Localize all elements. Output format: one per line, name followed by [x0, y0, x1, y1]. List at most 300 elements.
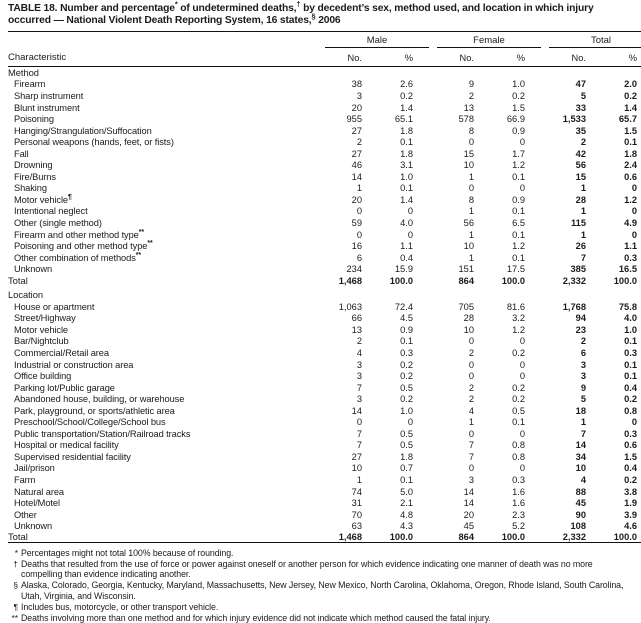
group-header-spacer — [8, 35, 321, 49]
cell-male-no: 59 — [351, 217, 362, 228]
cell-male-no: 16 — [351, 241, 362, 252]
cell-male-no: 0 — [356, 417, 362, 428]
row-label: Poisoning and other method type** — [14, 239, 153, 252]
group-header-male — [321, 35, 433, 49]
table-row[interactable] — [8, 462, 641, 474]
cell-total-pct: 1.5 — [624, 451, 637, 462]
table-row[interactable] — [8, 300, 641, 312]
footnote — [8, 548, 633, 559]
group-header-total-label: Total — [549, 35, 641, 48]
total-male-pct: 100.0 — [389, 532, 413, 543]
cell-total-pct: 1.4 — [624, 102, 637, 113]
footnote-marker: ** — [11, 612, 18, 623]
cell-male-pct: 1.4 — [400, 194, 413, 205]
cell-male-pct: 0.2 — [400, 359, 413, 370]
row-label: Unknown — [14, 264, 53, 275]
cell-total-no: 108 — [570, 521, 586, 532]
row-label: Public transportation/Station/Railroad tracks — [14, 428, 191, 439]
cell-total-no: 5 — [580, 90, 586, 101]
cell-male-no: 14 — [351, 171, 362, 182]
table-row[interactable] — [8, 251, 641, 263]
group-header-total — [545, 35, 641, 49]
cell-female-pct: 0.8 — [512, 440, 525, 451]
cell-total-pct: 1.9 — [624, 498, 637, 509]
cell-total-no: 42 — [575, 148, 586, 159]
cell-total-no: 9 — [580, 382, 586, 393]
data-table — [8, 31, 641, 545]
cell-female-pct: 0.1 — [512, 252, 525, 263]
cell-female-no: 0 — [468, 463, 474, 474]
cell-total-pct: 4.9 — [624, 217, 637, 228]
cell-female-no: 1 — [468, 171, 474, 182]
cell-total-no: 1 — [580, 206, 586, 217]
cell-female-pct: 0.9 — [512, 194, 525, 205]
title-text-b: of undetermined deaths, — [177, 3, 297, 14]
row-label: Blunt instrument — [14, 102, 80, 113]
cell-total-no: 94 — [575, 313, 586, 324]
total-female-pct: 100.0 — [501, 275, 525, 286]
cell-female-no: 1 — [468, 417, 474, 428]
cell-male-no: 27 — [351, 451, 362, 462]
cell-female-no: 9 — [468, 79, 474, 90]
row-label: Firearm — [14, 79, 46, 90]
footnote-text: Alaska, Colorado, Georgia, Kentucky, Maryland, Massachusetts, New Jersey, New Mexico, North Carolina, Oklahoma, Oregon, Rhode Island, South Carolina, Utah, Virginia, and Wisconsin. — [21, 580, 624, 601]
column-header-male-no: No. — [347, 52, 362, 63]
cell-total-no: 1 — [580, 183, 586, 194]
table-row[interactable] — [8, 346, 641, 358]
cell-female-no: 56 — [463, 217, 474, 228]
cell-female-no: 28 — [463, 313, 474, 324]
cell-total-pct: 0 — [631, 183, 637, 194]
row-label: Unknown — [14, 521, 53, 532]
table-row[interactable] — [8, 113, 641, 125]
cell-total-no: 1,768 — [562, 301, 586, 312]
cell-male-no: 70 — [351, 509, 362, 520]
table-body — [8, 66, 641, 542]
row-label: Other (single method) — [14, 217, 102, 228]
table-row[interactable] — [8, 335, 641, 347]
cell-total-no: 28 — [575, 194, 586, 205]
cell-female-no: 4 — [468, 405, 474, 416]
cell-total-no: 34 — [575, 451, 586, 462]
cell-male-no: 46 — [351, 160, 362, 171]
cell-male-no: 20 — [351, 102, 362, 113]
cell-female-pct: 0.1 — [512, 171, 525, 182]
table-row[interactable] — [8, 170, 641, 182]
footnote-marker-section: § — [311, 11, 316, 21]
row-footnote-marker: ** — [135, 251, 141, 259]
cell-male-no: 0 — [356, 229, 362, 240]
column-header-total-pct: % — [628, 52, 637, 63]
row-label: Fall — [14, 148, 29, 159]
cell-female-pct: 0 — [519, 359, 525, 370]
cell-total-no: 88 — [575, 486, 586, 497]
row-label: Fire/Burns — [14, 171, 56, 182]
cell-total-pct: 0.4 — [624, 463, 637, 474]
cell-total-no: 2 — [580, 336, 586, 347]
cell-total-no: 4 — [580, 475, 586, 485]
cell-female-no: 14 — [463, 498, 474, 509]
cell-female-pct: 81.6 — [506, 301, 525, 312]
row-label: Street/Highway — [14, 313, 76, 324]
section-total-row — [8, 274, 641, 286]
table-row[interactable] — [8, 78, 641, 90]
cell-female-pct: 0.2 — [512, 347, 525, 358]
cell-total-pct: 3.9 — [624, 509, 637, 520]
row-label: Industrial or construction area — [14, 359, 134, 370]
cell-total-pct: 1.0 — [624, 324, 637, 335]
footnote-marker-dagger: † — [296, 0, 301, 9]
cell-male-pct: 0 — [407, 206, 413, 217]
cell-male-pct: 0.2 — [400, 394, 413, 405]
title-text-d: occurred — National Violent Death Reporting System, 16 states, — [8, 15, 312, 27]
total-label: Total — [8, 274, 28, 286]
cell-male-no: 20 — [351, 194, 362, 205]
cell-male-pct: 2.6 — [400, 79, 413, 90]
footnote-marker: § — [13, 580, 18, 591]
cell-total-no: 45 — [575, 498, 586, 509]
footnote-text: Percentages might not total 100% because of rounding. — [21, 547, 234, 558]
row-label: Natural area — [14, 486, 64, 497]
table-row[interactable] — [8, 216, 641, 228]
cell-female-pct: 0.9 — [512, 125, 525, 136]
cell-male-no: 1 — [356, 475, 362, 485]
cell-female-no: 15 — [463, 148, 474, 159]
table-row[interactable] — [8, 358, 641, 370]
cell-female-no: 8 — [468, 194, 474, 205]
total-label: Total — [8, 531, 28, 543]
cell-male-no: 63 — [351, 521, 362, 532]
table-row[interactable] — [8, 205, 641, 217]
footnote-marker-star: * — [174, 0, 178, 9]
cell-male-no: 66 — [351, 313, 362, 324]
total-total-pct: 100.0 — [613, 532, 637, 543]
row-label: Jail/prison — [14, 463, 55, 474]
column-header-row — [8, 49, 641, 64]
cell-total-pct: 0.2 — [624, 90, 637, 101]
cell-female-pct: 0.5 — [512, 405, 525, 416]
cell-total-pct: 0.1 — [624, 371, 637, 382]
cell-female-pct: 0 — [519, 463, 525, 474]
total-male-no: 1,468 — [338, 532, 362, 543]
cell-female-no: 1 — [468, 206, 474, 217]
cell-male-pct: 15.9 — [394, 264, 413, 275]
cell-total-no: 10 — [575, 463, 586, 474]
cell-female-no: 705 — [458, 301, 474, 312]
cell-total-pct: 1.2 — [624, 194, 637, 205]
total-male-pct: 100.0 — [389, 275, 413, 286]
cell-female-pct: 0.2 — [512, 382, 525, 393]
cell-total-no: 18 — [575, 405, 586, 416]
cell-female-pct: 1.5 — [512, 102, 525, 113]
cell-male-no: 955 — [346, 114, 362, 125]
cell-female-pct: 0.1 — [512, 417, 525, 428]
cell-female-no: 13 — [463, 102, 474, 113]
cell-female-pct: 66.9 — [506, 114, 525, 125]
table-row[interactable] — [8, 416, 641, 428]
cell-female-no: 0 — [468, 359, 474, 370]
cell-female-no: 1 — [468, 229, 474, 240]
table-row[interactable] — [8, 323, 641, 335]
cell-female-pct: 1.2 — [512, 160, 525, 171]
table-row[interactable] — [8, 124, 641, 136]
cell-male-no: 10 — [351, 463, 362, 474]
cell-male-pct: 0.4 — [400, 252, 413, 263]
cell-female-pct: 0 — [519, 428, 525, 439]
title-text-c: by decedent’s sex, method used, and location in which injury — [300, 3, 594, 14]
cell-total-no: 115 — [571, 217, 586, 228]
row-label: Hospital or medical facility — [14, 440, 119, 451]
cell-male-pct: 5.0 — [400, 486, 413, 497]
cell-male-no: 27 — [351, 125, 362, 136]
row-label: Office building — [14, 371, 72, 382]
cell-male-pct: 1.8 — [400, 125, 413, 136]
cell-total-pct: 0.1 — [624, 359, 637, 370]
cell-female-pct: 0.2 — [512, 90, 525, 101]
cell-male-no: 38 — [351, 79, 362, 90]
cell-total-no: 1,533 — [562, 114, 586, 125]
cell-female-pct: 1.7 — [512, 148, 525, 159]
footnote-text: Deaths that resulted from the use of force or power against oneself or another person for which evidence indicating one manner of death was no more compelling than evidence indicating another. — [21, 558, 593, 580]
cell-female-pct: 0.1 — [512, 206, 525, 217]
cell-total-pct: 0.8 — [624, 405, 637, 416]
footnote — [8, 613, 633, 623]
cell-total-pct: 4.6 — [624, 521, 637, 532]
table-row[interactable] — [8, 159, 641, 171]
cell-female-pct: 17.5 — [506, 264, 525, 275]
cell-total-no: 7 — [580, 428, 586, 439]
cell-female-no: 14 — [463, 486, 474, 497]
row-label: Park, playground, or sports/athletic area — [14, 405, 175, 416]
cell-total-no: 56 — [575, 160, 586, 171]
cell-male-pct: 0.5 — [400, 382, 413, 393]
cell-female-pct: 2.3 — [512, 509, 525, 520]
cell-female-pct: 3.2 — [512, 313, 525, 324]
table-row[interactable] — [8, 450, 641, 462]
cell-total-no: 7 — [580, 252, 586, 263]
cell-total-no: 26 — [575, 241, 586, 252]
table-row[interactable] — [8, 497, 641, 509]
section-total-row — [8, 531, 641, 543]
row-label: Shaking — [14, 183, 47, 194]
cell-male-no: 0 — [356, 206, 362, 217]
cell-female-pct: 6.5 — [512, 217, 525, 228]
cell-total-no: 6 — [580, 347, 586, 358]
group-header-female — [433, 35, 545, 49]
cell-male-pct: 4.8 — [400, 509, 413, 520]
cell-male-pct: 0 — [407, 229, 413, 240]
cell-male-no: 7 — [356, 440, 362, 451]
row-footnote-marker: ** — [138, 228, 144, 236]
table-row[interactable] — [8, 393, 641, 405]
cell-female-no: 20 — [463, 509, 474, 520]
cell-female-pct: 0.3 — [512, 475, 525, 485]
cell-male-pct: 4.0 — [400, 217, 413, 228]
cell-total-pct: 16.5 — [618, 264, 637, 275]
cell-total-pct: 3.8 — [624, 486, 637, 497]
cell-total-pct: 0.3 — [624, 428, 637, 439]
title-text-a: Number and percentage — [57, 3, 175, 14]
cell-male-no: 6 — [356, 252, 362, 263]
table-row[interactable] — [8, 263, 641, 275]
cell-male-no: 3 — [356, 371, 362, 382]
cell-female-pct: 0.1 — [512, 229, 525, 240]
column-header-total-no: No. — [571, 52, 586, 63]
cell-total-pct: 1.1 — [624, 241, 637, 252]
cell-total-no: 385 — [570, 264, 586, 275]
cell-male-pct: 0 — [407, 417, 413, 428]
cell-female-pct: 5.2 — [512, 521, 525, 532]
cell-male-no: 27 — [351, 148, 362, 159]
cell-male-pct: 1.1 — [400, 241, 413, 252]
cell-female-no: 0 — [468, 428, 474, 439]
footnote-marker: ¶ — [13, 601, 18, 612]
cell-male-no: 14 — [351, 405, 362, 416]
cell-female-pct: 0.2 — [512, 394, 525, 405]
total-female-no: 864 — [458, 275, 474, 286]
row-footnote-marker: ** — [147, 239, 153, 247]
cell-total-pct: 0.1 — [624, 137, 637, 148]
row-label: Motor vehicle¶ — [14, 193, 72, 205]
cell-male-pct: 72.4 — [394, 301, 413, 312]
total-female-no: 864 — [458, 532, 474, 543]
cell-total-no: 90 — [575, 509, 586, 520]
cell-male-pct: 0.2 — [400, 90, 413, 101]
cell-total-no: 35 — [575, 125, 586, 136]
cell-total-no: 1 — [580, 229, 586, 240]
table-row[interactable] — [8, 240, 641, 252]
cell-female-pct: 1.2 — [512, 241, 525, 252]
cell-female-no: 0 — [468, 183, 474, 194]
cell-total-pct: 0.6 — [624, 440, 637, 451]
table-row[interactable] — [8, 404, 641, 416]
cell-total-pct: 0.2 — [624, 475, 637, 485]
cell-male-pct: 1.8 — [400, 451, 413, 462]
cell-male-pct: 0.2 — [400, 371, 413, 382]
table-row[interactable] — [8, 136, 641, 148]
cell-total-pct: 0.2 — [624, 394, 637, 405]
cell-male-pct: 0.1 — [400, 475, 413, 485]
table-title — [8, 0, 633, 28]
cell-female-pct: 0 — [519, 183, 525, 194]
cell-female-no: 578 — [458, 114, 474, 125]
cell-male-no: 13 — [351, 324, 362, 335]
cell-total-no: 23 — [575, 324, 586, 335]
cell-male-pct: 0.7 — [400, 463, 413, 474]
cell-female-pct: 0 — [519, 137, 525, 148]
footnote-text: Deaths involving more than one method and for which injury evidence did not indicate which method caused the fatal injury. — [21, 612, 491, 623]
cell-male-pct: 0.9 — [400, 324, 413, 335]
cell-male-no: 31 — [351, 498, 362, 509]
table-row[interactable] — [8, 89, 641, 101]
cell-female-pct: 1.2 — [512, 324, 525, 335]
table-row[interactable] — [8, 485, 641, 497]
table-row[interactable] — [8, 520, 641, 532]
table-row[interactable] — [8, 101, 641, 113]
section-header-label: Location — [8, 289, 44, 301]
table-row[interactable] — [8, 228, 641, 240]
table-row[interactable] — [8, 182, 641, 194]
cell-male-pct: 2.1 — [400, 498, 413, 509]
cell-total-no: 5 — [580, 394, 586, 405]
column-header-female-pct: % — [516, 52, 525, 63]
cell-male-no: 1,063 — [338, 301, 362, 312]
cell-female-no: 8 — [468, 125, 474, 136]
row-label: House or apartment — [14, 301, 95, 312]
cell-female-no: 10 — [463, 324, 474, 335]
cell-male-no: 2 — [356, 137, 362, 148]
cell-total-pct: 0 — [631, 206, 637, 217]
cell-female-no: 2 — [468, 347, 474, 358]
section-header-label: Method — [8, 66, 39, 78]
cell-male-pct: 0.3 — [400, 347, 413, 358]
cell-total-pct: 65.7 — [618, 114, 637, 125]
total-total-no: 2,332 — [562, 532, 586, 543]
row-label: Personal weapons (hands, feet, or fists) — [14, 137, 174, 148]
table-row[interactable] — [8, 193, 641, 205]
table-row[interactable] — [8, 147, 641, 159]
cell-total-pct: 0.6 — [624, 171, 637, 182]
column-header-characteristic: Characteristic — [8, 51, 67, 63]
cell-total-pct: 0.3 — [624, 347, 637, 358]
cell-male-no: 7 — [356, 382, 362, 393]
table-row[interactable] — [8, 473, 641, 485]
cell-male-pct: 0.1 — [400, 336, 413, 347]
column-header-male-pct: % — [404, 52, 413, 63]
row-label: Intentional neglect — [14, 206, 88, 217]
cell-male-pct: 4.3 — [400, 521, 413, 532]
title-text-e: 2006 — [315, 15, 341, 27]
row-footnote-marker: ¶ — [68, 193, 72, 201]
cell-male-pct: 0.5 — [400, 428, 413, 439]
cell-female-pct: 1.6 — [512, 498, 525, 509]
table-row[interactable] — [8, 427, 641, 439]
row-label: Commercial/Retail area — [14, 347, 109, 358]
cell-male-pct: 1.4 — [400, 102, 413, 113]
cell-female-pct: 1.0 — [512, 79, 525, 90]
table-row[interactable] — [8, 312, 641, 324]
row-label: Firearm and other method type** — [14, 228, 144, 240]
footnote — [8, 580, 633, 601]
footnote — [8, 602, 633, 613]
row-label: Other combination of methods** — [14, 251, 141, 263]
row-label: Farm — [14, 475, 36, 485]
cell-female-no: 10 — [463, 160, 474, 171]
table-row[interactable] — [8, 370, 641, 382]
group-header-female-label: Female — [437, 35, 541, 48]
cell-male-pct: 1.0 — [400, 171, 413, 182]
row-label: Other — [14, 509, 37, 520]
cell-male-no: 74 — [351, 486, 362, 497]
table-row[interactable] — [8, 381, 641, 393]
cell-female-no: 1 — [468, 252, 474, 263]
cell-female-no: 151 — [458, 264, 474, 275]
total-female-pct: 100.0 — [501, 532, 525, 543]
cell-total-pct: 0 — [631, 229, 637, 240]
table-row[interactable] — [8, 508, 641, 520]
cell-female-no: 0 — [468, 137, 474, 148]
footnote-text: Includes bus, motorcycle, or other transport vehicle. — [21, 601, 219, 612]
group-header-male-label: Male — [325, 35, 429, 48]
cell-male-no: 3 — [356, 90, 362, 101]
cell-total-pct: 1.8 — [624, 148, 637, 159]
total-total-pct: 100.0 — [613, 275, 637, 286]
row-label: Hotel/Motel — [14, 498, 60, 509]
cell-total-pct: 0.4 — [624, 382, 637, 393]
cell-male-no: 234 — [346, 264, 362, 275]
table-row[interactable] — [8, 439, 641, 451]
cell-female-no: 0 — [468, 336, 474, 347]
